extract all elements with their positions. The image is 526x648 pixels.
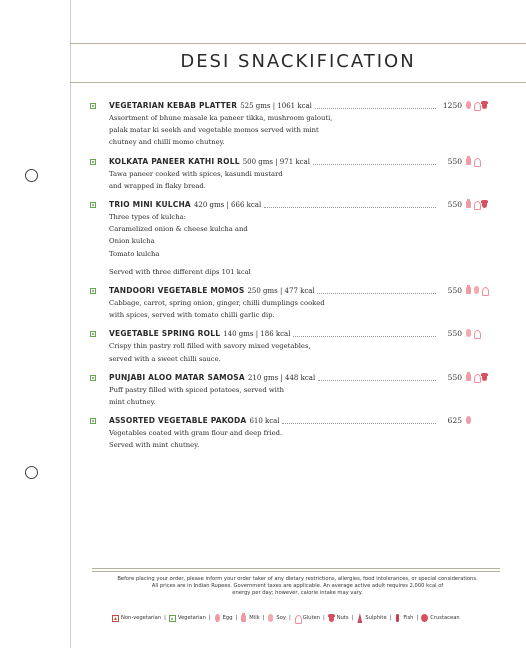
description-line: with spices, served with tomato chilli garlic dip. xyxy=(109,311,275,320)
legend-label: Crustacean xyxy=(430,615,460,621)
legend-label: Sulphite xyxy=(365,615,387,621)
menu-items-list xyxy=(90,100,490,459)
menu-item-price: 550 xyxy=(447,200,462,210)
menu-item-description xyxy=(109,297,399,321)
header-rule-bottom xyxy=(70,82,526,83)
crustacean-icon xyxy=(421,613,428,623)
allergen-icons xyxy=(465,415,472,425)
legend-separator: | xyxy=(416,615,419,621)
veg-icon xyxy=(169,615,176,622)
legend-label: Soy xyxy=(276,615,286,621)
milk-icon xyxy=(465,199,472,209)
milk-icon xyxy=(465,156,472,166)
legend-item xyxy=(328,613,349,623)
menu-item-description xyxy=(109,211,399,260)
nuts-icon xyxy=(481,199,488,209)
legend-label: Milk xyxy=(249,615,260,621)
veg-icon xyxy=(90,375,96,381)
menu-item-name: KOLKATA PANEER KATHI ROLL xyxy=(109,156,240,166)
veg-icon xyxy=(90,331,96,337)
menu-item xyxy=(90,100,490,149)
menu-item-description xyxy=(109,112,399,149)
milk-icon xyxy=(240,613,247,623)
menu-item-name: VEGETABLE SPRING ROLL xyxy=(109,329,221,339)
description-line: palak matar ki seekh and vegetable momos served with mint xyxy=(109,126,319,135)
description-line: Three types of kulcha: xyxy=(109,213,186,222)
legend-separator: | xyxy=(208,615,211,621)
legend-item xyxy=(267,613,286,623)
legend-item xyxy=(240,613,259,623)
description-line: Caramelized onion & cheese kulcha and xyxy=(109,225,248,234)
veg-icon xyxy=(90,103,96,109)
egg-icon xyxy=(214,613,221,623)
footer-note-energy: energy per day; however, calorie intake may vary. xyxy=(232,590,363,596)
legend-separator: | xyxy=(262,615,265,621)
gluten-icon xyxy=(473,100,480,110)
nuts-icon xyxy=(328,613,335,623)
dot-leader xyxy=(293,336,436,337)
legend-label: Gluten xyxy=(302,615,320,621)
gluten-icon xyxy=(481,285,488,295)
description-line: chutney and chilli momo chutney. xyxy=(109,138,225,147)
menu-item-price: 550 xyxy=(447,286,462,296)
footer-note-dietary: Before placing your order, please inform your order taker of any dietary restrictions, allergies, food intolerances, or special considerations. xyxy=(117,576,478,582)
egg-icon xyxy=(465,415,472,425)
legend-item xyxy=(394,613,413,623)
menu-item xyxy=(90,156,490,192)
milk-icon xyxy=(465,285,472,295)
allergen-icons xyxy=(465,328,480,338)
description-line: mint chutney. xyxy=(109,398,156,407)
description-line: Crispy thin pastry roll filled with savory mixed vegetables, xyxy=(109,342,311,351)
legend-separator: | xyxy=(164,615,166,621)
menu-item-description xyxy=(109,427,399,451)
allergen-icons xyxy=(465,156,480,166)
dot-leader xyxy=(282,423,436,424)
legend-separator: | xyxy=(389,615,392,621)
soy-icon xyxy=(465,328,472,338)
legend-item xyxy=(112,614,161,622)
menu-item-note: Served with three different dips 101 kcal xyxy=(109,267,251,276)
description-line: Puff pastry filled with spiced potatoes, served with xyxy=(109,385,284,394)
legend-separator: | xyxy=(235,615,238,621)
menu-item-price: 625 xyxy=(447,416,462,426)
veg-icon xyxy=(90,159,96,165)
menu-item-heading xyxy=(109,285,490,297)
legend-item xyxy=(214,613,233,623)
menu-item-heading xyxy=(109,100,490,112)
footer-rule-bottom xyxy=(92,571,500,572)
soy-icon xyxy=(473,285,480,295)
menu-item-heading xyxy=(109,372,490,384)
milk-icon xyxy=(465,372,472,382)
legend-item xyxy=(169,614,206,622)
menu-item-heading xyxy=(109,199,490,211)
allergen-icons xyxy=(465,100,488,110)
legend-item xyxy=(294,613,320,623)
legend-item xyxy=(356,613,386,623)
soy-icon xyxy=(267,613,274,623)
legend-label: Nuts xyxy=(336,615,349,621)
page-title: DESI SNACKIFICATION xyxy=(180,51,416,72)
description-line: Assortment of bhune masale ka paneer tikka, mushroom galouti, xyxy=(109,114,333,122)
gluten-icon xyxy=(294,613,301,623)
dot-leader xyxy=(264,207,436,208)
menu-item-description xyxy=(109,340,399,364)
menu-item xyxy=(90,285,490,321)
menu-item-weight-kcal: 250 gms | 477 kcal xyxy=(247,287,315,296)
menu-item-description xyxy=(109,168,399,192)
allergen-legend xyxy=(112,613,460,623)
gluten-icon xyxy=(473,372,480,382)
legend-item xyxy=(421,613,459,623)
menu-item-weight-kcal: 500 gms | 971 kcal xyxy=(242,157,310,166)
menu-item-name: ASSORTED VEGETABLE PAKODA xyxy=(109,416,247,426)
dot-leader xyxy=(313,164,436,165)
description-line: Served with mint chutney. xyxy=(109,441,200,450)
menu-item-name: VEGETARIAN KEBAB PLATTER xyxy=(109,101,238,110)
binder-hole-top xyxy=(25,169,38,182)
dot-leader xyxy=(317,293,436,294)
menu-item-weight-kcal: 420 gms | 666 kcal xyxy=(193,201,262,210)
legend-label: Non-vegetarian xyxy=(121,615,162,621)
menu-item xyxy=(90,372,490,408)
nonveg-icon xyxy=(112,615,119,622)
description-line: Tawa paneer cooked with spices, kasundi mustard xyxy=(109,169,283,178)
sulphite-icon xyxy=(356,613,363,623)
gluten-icon xyxy=(473,156,480,166)
allergen-icons xyxy=(465,285,488,295)
legend-separator: | xyxy=(351,615,354,621)
binder-hole-bottom xyxy=(25,466,38,479)
menu-item-price: 550 xyxy=(447,329,462,339)
legend-label: Fish xyxy=(403,615,414,621)
legend-separator: | xyxy=(322,615,325,621)
menu-item-weight-kcal: 210 gms | 448 kcal xyxy=(247,373,316,382)
menu-item-heading xyxy=(109,415,490,427)
header-rule-top xyxy=(70,43,526,44)
gluten-icon xyxy=(473,328,480,338)
description-line: Cabbage, carrot, spring onion, ginger, chilli dumplings cooked xyxy=(109,299,325,308)
fish-icon xyxy=(394,613,401,623)
description-line: Onion kulcha xyxy=(109,237,155,246)
menu-item-weight-kcal: 140 gms | 186 kcal xyxy=(223,330,291,339)
margin-line xyxy=(70,0,71,648)
menu-item-name: PUNJABI ALOO MATAR SAMOSA xyxy=(109,372,245,382)
veg-icon xyxy=(90,418,96,424)
menu-item xyxy=(90,415,490,451)
legend-label: Egg xyxy=(222,615,233,621)
menu-item-price: 1250 xyxy=(442,101,462,110)
description-line: and wrapped in flaky bread. xyxy=(109,181,206,190)
veg-icon xyxy=(90,202,96,208)
description-line: Tomato kulcha xyxy=(109,249,160,258)
nuts-icon xyxy=(481,372,488,382)
veg-icon xyxy=(90,288,96,294)
gluten-icon xyxy=(473,199,480,209)
menu-item-name: TRIO MINI KULCHA xyxy=(109,200,191,210)
menu-item-heading xyxy=(109,328,490,340)
menu-item-heading xyxy=(109,156,490,168)
menu-item-price: 550 xyxy=(447,156,462,166)
menu-item xyxy=(90,328,490,364)
dot-leader xyxy=(318,380,436,381)
menu-item xyxy=(90,199,490,278)
allergen-icons xyxy=(465,372,488,382)
menu-item-weight-kcal: 610 kcal xyxy=(249,417,280,426)
footer-rule-top xyxy=(92,568,500,569)
description-line: Vegetables coated with gram flour and deep fried. xyxy=(109,429,283,438)
allergen-icons xyxy=(465,199,488,209)
nuts-icon xyxy=(481,100,488,110)
menu-item-description xyxy=(109,384,399,408)
menu-item-price: 550 xyxy=(447,372,462,382)
legend-label: Vegetarian xyxy=(177,615,206,621)
egg-icon xyxy=(465,100,472,110)
footer-note-prices: All prices are in Indian Rupees. Government taxes are applicable. An average active adult requires 2,000 kcal of xyxy=(151,583,444,589)
dot-leader xyxy=(315,108,436,109)
menu-item-name: TANDOORI VEGETABLE MOMOS xyxy=(109,286,245,296)
description-line: served with a sweet chilli sauce. xyxy=(109,354,221,363)
legend-separator: | xyxy=(288,615,291,621)
menu-item-weight-kcal: 525 gms | 1061 kcal xyxy=(240,102,312,110)
